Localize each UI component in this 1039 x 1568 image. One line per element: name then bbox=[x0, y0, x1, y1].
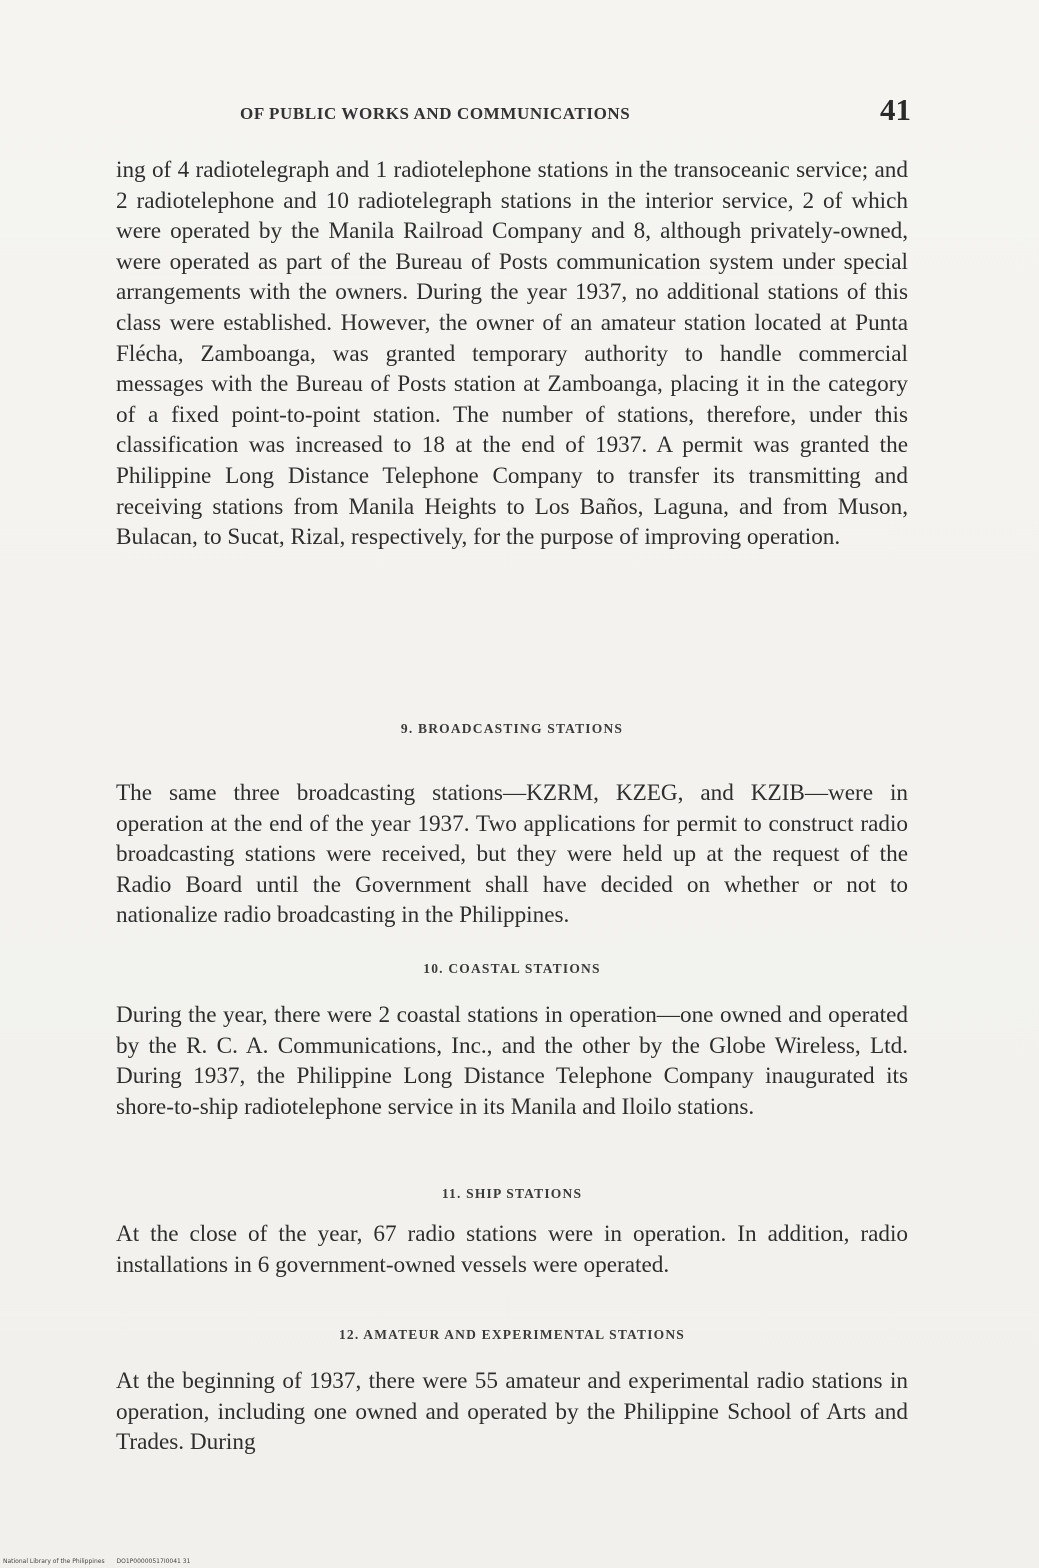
page-header bbox=[110, 92, 909, 136]
paragraph-text: The same three broadcasting stations—KZRM, KZEG, and KZIB—were in operation at the end of the year 1937. Two applications for permit to construct radio broadcasting stations were received, but they were held up at the request of the Radio Board until the Government shall have decided on whether or not to nationalize radio broadcasting in the Philippines. bbox=[116, 780, 908, 929]
paragraph-continuation bbox=[116, 155, 908, 553]
section-heading-amateur: 12. AMATEUR AND EXPERIMENTAL STATIONS bbox=[338, 1327, 686, 1342]
paragraph-ship bbox=[116, 1219, 908, 1280]
section-heading-coastal: 10. COASTAL STATIONS bbox=[423, 961, 601, 976]
paragraph-broadcasting bbox=[116, 778, 908, 931]
running-head: OF PUBLIC WORKS AND COMMUNICATIONS bbox=[240, 104, 631, 123]
paragraph-text: ing of 4 radiotelegraph and 1 radiotelephone stations in the transoceanic service; and 2 radiotelephone and 10 radiotelegraph stations in the interior service, 2 of which were operated by the Manila Railroad Company and 8, although privately-owned, were operated as part of the Bureau of Posts communication system under special arrangements with the owners. During the year 1937, no additional stations of this class were established. However, the owner of an amateur station located at Punta Flécha, Zamboanga, was granted temporary authority to handle commercial messages with the Bureau of Posts station at Zamboanga, placing it in the category of a fixed point-to-point station. The number of stations, therefore, under this classification was increased to 18 at the end of 1937. A permit was granted the Philippine Long Distance Telephone Company to transfer its transmitting and receiving stations from Manila Heights to Los Baños, Laguna, and from Muson, Bulacan, to Sucat, Rizal, respectively, for the purpose of improving operation. bbox=[116, 157, 908, 551]
paragraph-text: At the close of the year, 67 radio stations were in operation. In addition, radio installations in 6 government-owned vessels were operated. bbox=[116, 1221, 908, 1278]
footer-library: National Library of the Philippines bbox=[3, 1558, 105, 1565]
footer-record-id: DO1P00000517I0041 31 bbox=[116, 1558, 191, 1565]
paragraph-coastal bbox=[116, 1000, 908, 1122]
page-number: 41 bbox=[880, 92, 911, 127]
section-heading-broadcasting: 9. BROADCASTING STATIONS bbox=[400, 721, 624, 736]
paragraph-text: At the beginning of 1937, there were 55 amateur and experimental radio stations in operation, including one owned and operated by the Philippine School of Arts and Trades. During bbox=[116, 1368, 908, 1456]
paragraph-amateur bbox=[116, 1366, 908, 1458]
section-heading-ship: 11. SHIP STATIONS bbox=[441, 1186, 583, 1201]
page-footer bbox=[3, 1558, 200, 1565]
paragraph-text: During the year, there were 2 coastal stations in operation—one owned and operated by the R. C. A. Communications, Inc., and the other by the Globe Wireless, Ltd. During 1937, the Philippine Long Distance Telephone Company inaugurated its shore-to-ship radiotelephone service in its Manila and Iloilo stations. bbox=[116, 1002, 908, 1120]
